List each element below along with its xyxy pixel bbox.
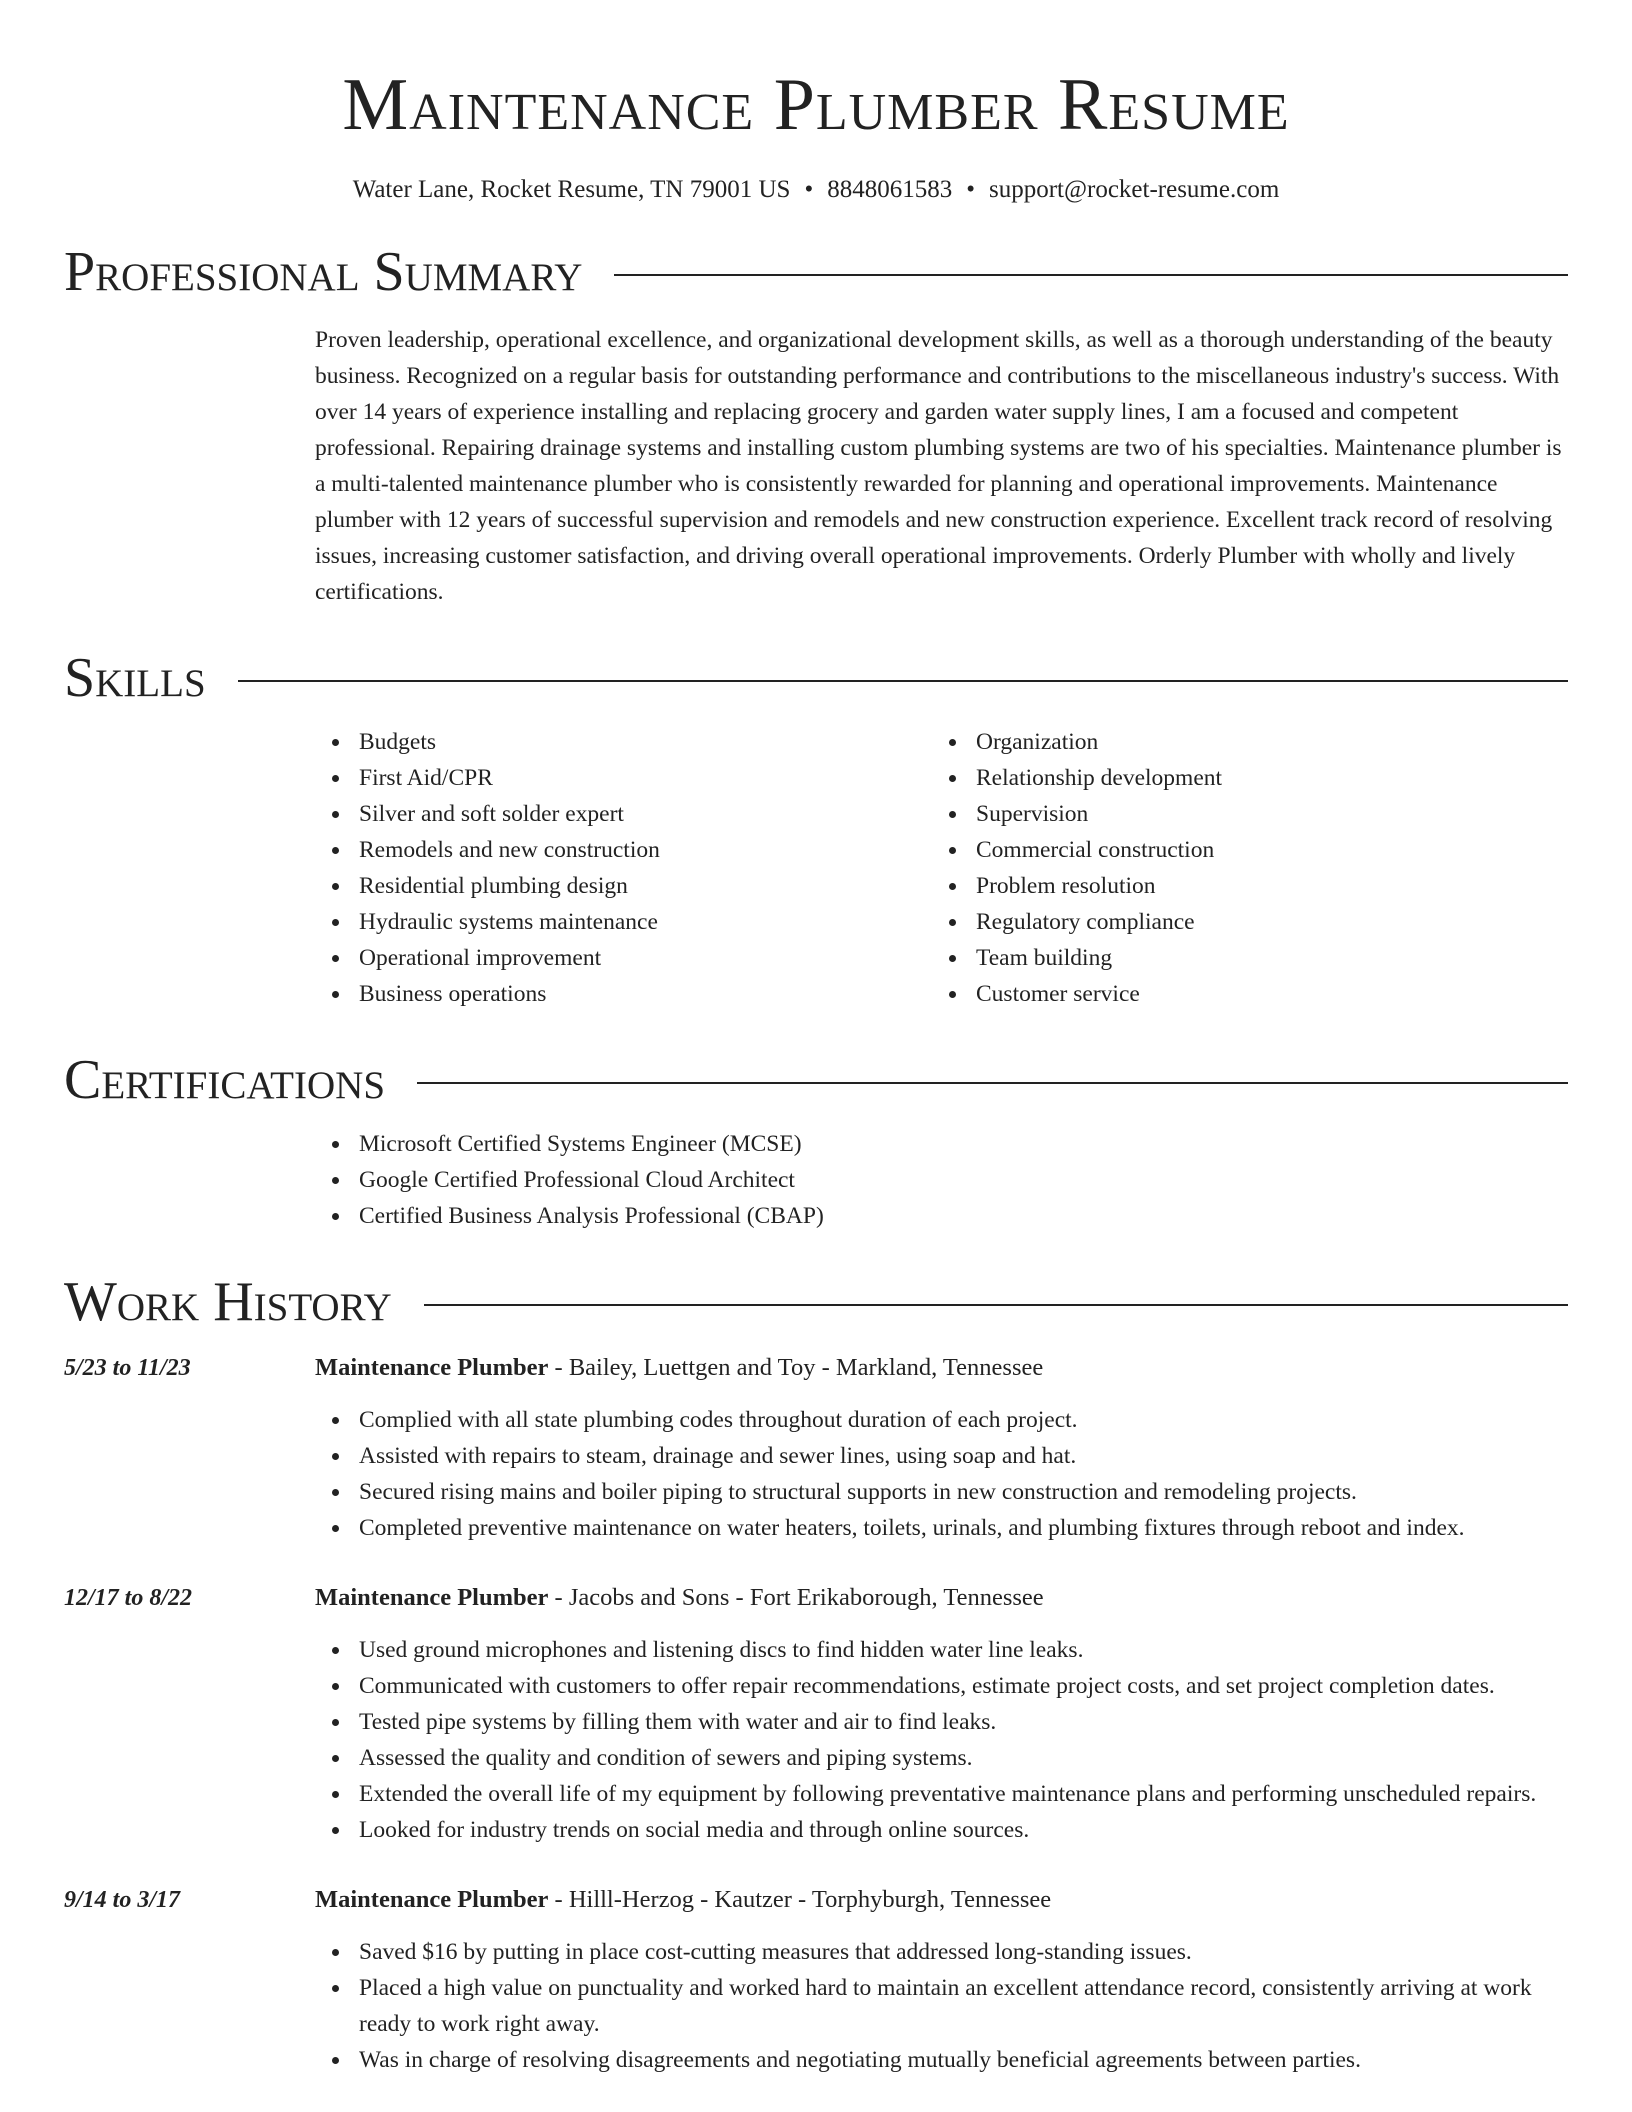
resume-title: Maintenance Plumber Resume	[342, 64, 1290, 146]
job-title-line	[315, 1882, 1568, 1918]
skill-item: Organization	[932, 724, 1549, 760]
certifications-items	[315, 1126, 1568, 1234]
job-dates: 12/17 to 8/22	[64, 1585, 193, 1611]
work-history-heading: Work History	[64, 1271, 392, 1333]
skill-item: Budgets	[315, 724, 932, 760]
section-divider	[238, 680, 1568, 682]
certification-item: Certified Business Analysis Professional (CBAP)	[315, 1198, 1568, 1234]
skill-item: First Aid/CPR	[315, 760, 932, 796]
certifications-heading: Certifications	[64, 1049, 386, 1111]
job-role: Maintenance Plumber	[315, 1886, 549, 1913]
section-divider	[417, 1082, 1568, 1084]
resume-page	[64, 0, 1568, 2112]
job-company: - Bailey, Luettgen and Toy - Markland, Tennessee	[548, 1354, 1044, 1381]
job-title-line	[315, 1580, 1568, 1616]
skills-section-header	[64, 647, 1568, 709]
skill-item: Customer service	[932, 976, 1549, 1012]
job-bullets	[315, 1632, 1568, 1848]
job-company: - Hilll-Herzog - Kautzer - Torphyburgh, Tennessee	[548, 1886, 1052, 1913]
work-history-section-header	[64, 1271, 1568, 1333]
skill-item: Regulatory compliance	[932, 904, 1549, 940]
summary-section-header	[64, 241, 1568, 303]
skills-column-left	[315, 724, 932, 1012]
job-bullet: Tested pipe systems by filling them with water and air to find leaks.	[315, 1704, 1568, 1740]
job-detail	[315, 1580, 1568, 1848]
job-bullet: Assisted with repairs to steam, drainage and sewer lines, using soap and hat.	[315, 1438, 1568, 1474]
skills-column-right	[932, 724, 1549, 1012]
skill-item: Relationship development	[932, 760, 1549, 796]
skill-item: Supervision	[932, 796, 1549, 832]
job-bullet: Used ground microphones and listening discs to find hidden water line leaks.	[315, 1632, 1568, 1668]
skills-list	[315, 724, 1568, 1012]
certifications-section-header	[64, 1049, 1568, 1111]
contact-email: support@rocket-resume.com	[988, 176, 1280, 203]
job-detail	[315, 1350, 1568, 1546]
job-entry	[64, 1882, 1568, 2078]
skills-heading: Skills	[64, 647, 206, 709]
certification-item: Google Certified Professional Cloud Architect	[315, 1162, 1568, 1198]
skill-item: Operational improvement	[315, 940, 932, 976]
job-bullets	[315, 1402, 1568, 1546]
job-bullet: Secured rising mains and boiler piping to structural supports in new construction and remodeling projects.	[315, 1474, 1568, 1510]
job-bullet: Placed a high value on punctuality and worked hard to maintain an excellent attendance record, consistently arriving at work ready to work right away.	[315, 1970, 1568, 2042]
job-role: Maintenance Plumber	[315, 1354, 549, 1381]
skill-item: Silver and soft solder expert	[315, 796, 932, 832]
skill-item: Commercial construction	[932, 832, 1549, 868]
job-entry	[64, 1350, 1568, 1546]
contact-line	[64, 176, 1568, 204]
job-dates: 9/14 to 3/17	[64, 1887, 181, 1913]
contact-separator: •	[804, 176, 814, 203]
job-entry	[64, 1580, 1568, 1848]
summary-heading: Professional Summary	[64, 241, 583, 303]
skill-item: Team building	[932, 940, 1549, 976]
work-history-list	[64, 1350, 1568, 2078]
contact-separator: •	[966, 176, 975, 203]
skill-item: Hydraulic systems maintenance	[315, 904, 932, 940]
job-bullets	[315, 1934, 1568, 2078]
job-company: - Jacobs and Sons - Fort Erikaborough, Tennessee	[548, 1584, 1044, 1611]
job-bullet: Looked for industry trends on social media and through online sources.	[315, 1812, 1568, 1848]
skill-item: Residential plumbing design	[315, 868, 932, 904]
contact-phone: 8848061583	[827, 176, 953, 203]
job-bullet: Completed preventive maintenance on water heaters, toilets, urinals, and plumbing fixtures through reboot and index.	[315, 1510, 1568, 1546]
skill-item: Business operations	[315, 976, 932, 1012]
job-bullet: Was in charge of resolving disagreements and negotiating mutually beneficial agreements between parties.	[315, 2042, 1568, 2078]
job-bullet: Extended the overall life of my equipment by following preventative maintenance plans and performing unscheduled repairs.	[315, 1776, 1568, 1812]
certifications-list	[315, 1126, 1568, 1234]
section-divider	[424, 1304, 1568, 1306]
summary-text: Proven leadership, operational excellence, and organizational development skills, as well as a thorough understanding of the beauty business. Recognized on a regular basis for outstanding performance and contributions to the miscellaneous industry's success. With over 14 years of experience installing and replacing grocery and garden water supply lines, I am a focused and competent professional. Repairing drainage systems and installing custom plumbing systems are two of his specialties. Maintenance plumber is a multi-talented maintenance plumber who is consistently rewarded for planning and operational improvements. Maintenance plumber with 12 years of successful supervision and remodels and new construction experience. Excellent track record of resolving issues, increasing customer satisfaction, and driving overall operational improvements. Orderly Plumber with wholly and lively certifications.	[315, 327, 1562, 605]
certification-item: Microsoft Certified Systems Engineer (MCSE)	[315, 1126, 1568, 1162]
job-bullet: Saved $16 by putting in place cost-cutting measures that addressed long-standing issues.	[315, 1934, 1568, 1970]
skill-item: Problem resolution	[932, 868, 1549, 904]
job-title-line	[315, 1350, 1568, 1386]
job-bullet: Communicated with customers to offer repair recommendations, estimate project costs, and set project completion dates.	[315, 1668, 1568, 1704]
job-detail	[315, 1882, 1568, 2078]
job-role: Maintenance Plumber	[315, 1584, 549, 1611]
job-bullet: Assessed the quality and condition of sewers and piping systems.	[315, 1740, 1568, 1776]
job-dates: 5/23 to 11/23	[64, 1355, 191, 1381]
job-bullet: Complied with all state plumbing codes throughout duration of each project.	[315, 1402, 1568, 1438]
skill-item: Remodels and new construction	[315, 832, 932, 868]
contact-address: Water Lane, Rocket Resume, TN 79001 US	[352, 176, 791, 203]
section-divider	[614, 274, 1568, 276]
